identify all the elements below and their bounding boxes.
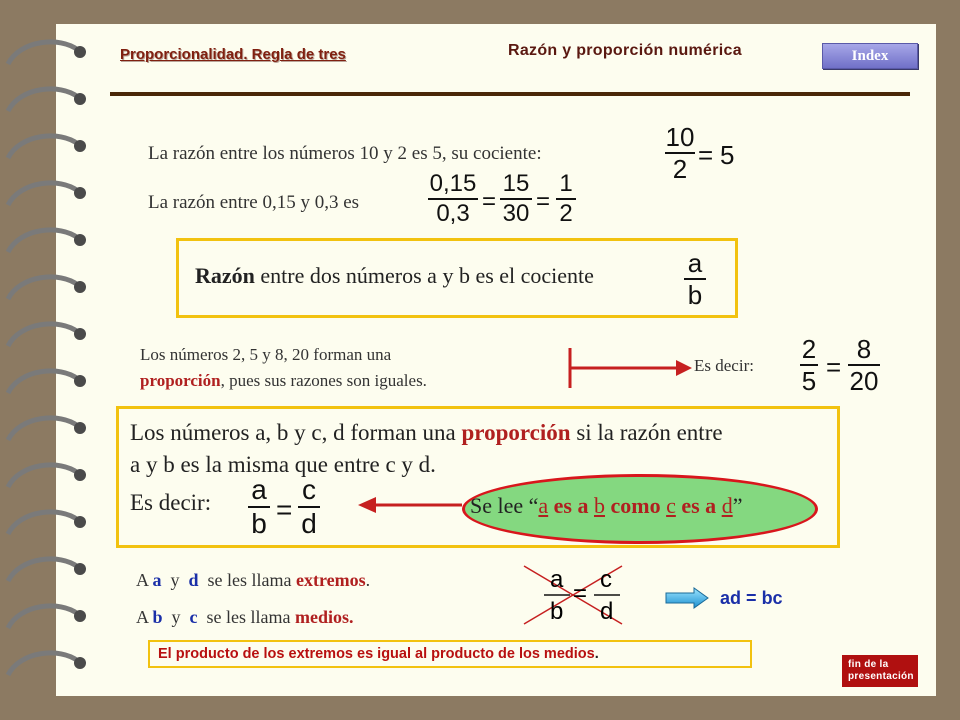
def-text-a: Los números a, b y c, d forman una [130, 420, 462, 445]
arrow-icon [566, 344, 696, 392]
example-1-text: La razón entre los números 10 y 2 es 5, su cociente: [148, 143, 542, 164]
equals-sign: = [826, 352, 842, 382]
var-d: d [721, 493, 733, 518]
result-eq: = [746, 588, 757, 608]
mid: se les llama [207, 570, 297, 590]
es-a: es a [681, 493, 717, 518]
var-c: c [189, 607, 198, 627]
arrow-right-icon [664, 587, 710, 609]
rule-box [148, 640, 752, 668]
index-button[interactable]: Index [822, 43, 918, 69]
cross-b: b [550, 598, 564, 625]
breadcrumb-link[interactable]: Proporcionalidad. Regla de tres [120, 46, 346, 63]
se-lee: Se lee “ [470, 493, 539, 518]
fraction-c-d: c d [298, 476, 320, 538]
fraction-1-2: 1 2 [556, 172, 576, 226]
page-title: Razón y proporción numérica [508, 42, 742, 59]
result-value: 5 [720, 140, 735, 170]
ring-wire [8, 371, 78, 393]
y: y [171, 607, 181, 627]
ratio-definition-text: entre dos números a y b es el cociente [254, 263, 594, 288]
ring-hole [74, 422, 86, 434]
ring-wire [8, 277, 78, 299]
spiral-binding [0, 0, 110, 720]
proportion-definition-line-1 [130, 417, 723, 449]
fraction-a-b: a b [684, 250, 706, 308]
extremos-label: extremos [296, 570, 366, 590]
proportion-definition [130, 417, 723, 481]
fraction-a-b: a b [248, 476, 270, 538]
equals-sign: = [276, 494, 293, 525]
var-a: a [538, 493, 549, 518]
ring-hole [74, 563, 86, 575]
header-divider [110, 92, 910, 96]
fraction-2-5: 2 5 [801, 334, 817, 396]
ring-wire [8, 418, 78, 440]
ring-wire [8, 324, 78, 346]
cross-d: d [600, 598, 614, 625]
end-line-1: fin de la [848, 659, 889, 670]
ratio-term: Razón [195, 263, 255, 288]
cross-multiplication-diagram [518, 564, 628, 626]
result-equation [720, 588, 783, 609]
proportion-term: proporción [461, 420, 571, 445]
ring-wire [8, 183, 78, 205]
fraction-15-30: 15 30 [500, 172, 532, 226]
fraction-10-2: 10 2 [665, 122, 695, 184]
reading-text [470, 493, 742, 519]
ring-wire [8, 559, 78, 581]
ring-wire [8, 89, 78, 111]
fraction-8-20: 8 20 [849, 334, 879, 396]
ring-hole [74, 375, 86, 387]
proportion-example-rest: , pues sus razones son iguales. [220, 371, 427, 390]
como: como [610, 493, 661, 518]
example-2-text: La razón entre 0,15 y 0,3 es [148, 192, 360, 213]
fraction-015-03: 0,15 0,3 [429, 170, 477, 227]
ring-hole [74, 93, 86, 105]
def-text-b: si la razón entre [570, 420, 723, 445]
equals-sign: = [482, 188, 497, 215]
ring-hole [74, 140, 86, 152]
ring-wire [8, 512, 78, 534]
equals-sign: = [698, 140, 714, 170]
proportion-definition-line-2: a y b es la misma que entre c y d. [130, 452, 436, 477]
y: y [170, 570, 180, 590]
pre: A [136, 607, 153, 627]
ring-wire [8, 42, 78, 64]
ring-hole [74, 46, 86, 58]
rule-period: . [594, 646, 599, 662]
close-quote: ” [732, 493, 743, 518]
ring-wire [8, 465, 78, 487]
equals-sign: = [573, 580, 588, 607]
es-a: es a [553, 493, 589, 518]
var-a: a [152, 570, 162, 590]
proportion-example-line-1: Los números 2, 5 y 8, 20 forman una [140, 345, 392, 364]
cross-c: c [600, 566, 612, 593]
ring-hole [74, 657, 86, 669]
result-bc: bc [761, 588, 783, 608]
pre: A [136, 570, 153, 590]
cross-a: a [550, 566, 564, 593]
end-line-2: presentación [848, 671, 914, 682]
ring-hole [74, 610, 86, 622]
ring-hole [74, 469, 86, 481]
ring-wire [8, 230, 78, 252]
extremos-text [136, 570, 370, 591]
ring-hole [74, 281, 86, 293]
var-b: b [152, 607, 163, 627]
proportion-example-line-2 [140, 368, 427, 394]
end-presentation-button[interactable] [842, 655, 918, 687]
rule-text: El producto de los extremos es igual al producto de los medios [158, 646, 595, 662]
mid: se les llama [206, 607, 296, 627]
end: . [365, 570, 371, 590]
var-b: b [594, 493, 605, 518]
ring-wire [8, 136, 78, 158]
ring-hole [74, 328, 86, 340]
es-decir-label: Es decir: [130, 490, 212, 515]
medios-label: medios. [295, 607, 354, 627]
result-ad: ad [720, 588, 742, 608]
ring-hole [74, 234, 86, 246]
ratio-definition [195, 263, 594, 289]
ring-wire [8, 653, 78, 675]
medios-text [136, 607, 354, 628]
ring-hole [74, 187, 86, 199]
var-d: d [188, 570, 199, 590]
equals-sign: = [536, 188, 551, 215]
ring-hole [74, 516, 86, 528]
proportion-term: proporción [140, 371, 221, 390]
ring-wire [8, 606, 78, 628]
es-decir-label: Es decir: [694, 356, 754, 375]
var-c: c [666, 493, 676, 518]
arrow-left-icon [356, 494, 466, 516]
proportion-example-text [140, 342, 427, 394]
